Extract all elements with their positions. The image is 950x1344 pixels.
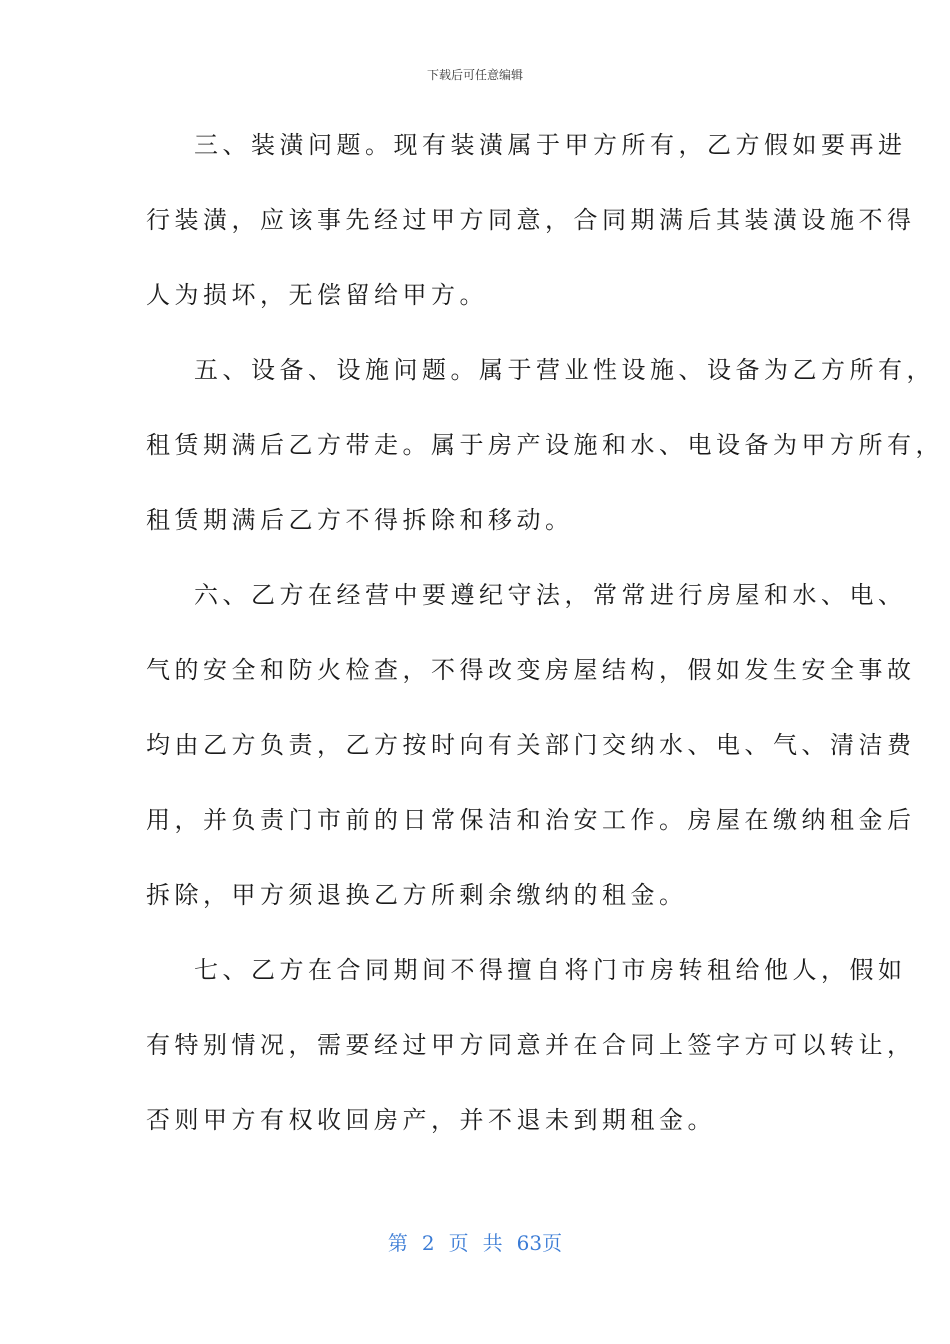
page-number-footer [0, 1227, 950, 1256]
paragraph-line: 人为损坏，无偿留给甲方。 [146, 281, 488, 309]
paragraph-line: 气的安全和防火检查，不得改变房屋结构，假如发生安全事故 [146, 656, 916, 684]
footer-page-word: 页 [448, 1231, 469, 1255]
footer-suffix: 页 [542, 1231, 563, 1255]
paragraph-line: 租赁期满后乙方带走。属于房产设施和水、电设备为甲方所有， [146, 431, 944, 459]
paragraph-line: 用，并负责门市前的日常保洁和治安工作。房屋在缴纳租金后 [146, 806, 916, 834]
paragraph-line: 六、乙方在经营中要遵纪守法，常常进行房屋和水、电、 [194, 581, 907, 609]
paragraph-line: 否则甲方有权收回房产，并不退未到期租金。 [146, 1106, 716, 1134]
paragraph-line: 五、设备、设施问题。属于营业性设施、设备为乙方所有， [194, 356, 935, 384]
footer-total-word: 共 [482, 1231, 503, 1255]
current-page-number: 2 [421, 1231, 435, 1255]
paragraph-line: 行装潢，应该事先经过甲方同意，合同期满后其装潢设施不得 [146, 206, 916, 234]
paragraph-line: 租赁期满后乙方不得拆除和移动。 [146, 506, 574, 534]
header-note: 下载后可任意编辑 [426, 68, 523, 82]
paragraph-line: 三、装潢问题。现有装潢属于甲方所有，乙方假如要再进 [194, 131, 907, 159]
paragraph-line: 七、乙方在合同期间不得擅自将门市房转租给他人，假如 [194, 956, 907, 984]
footer-prefix: 第 [387, 1231, 408, 1255]
paragraph-line: 有特别情况，需要经过甲方同意并在合同上签字方可以转让， [146, 1031, 916, 1059]
total-page-count: 63 [516, 1231, 543, 1255]
paragraph-line: 均由乙方负责，乙方按时向有关部门交纳水、电、气、清洁费 [146, 731, 916, 759]
paragraph-line: 拆除，甲方须退换乙方所剩余缴纳的租金。 [146, 881, 688, 909]
